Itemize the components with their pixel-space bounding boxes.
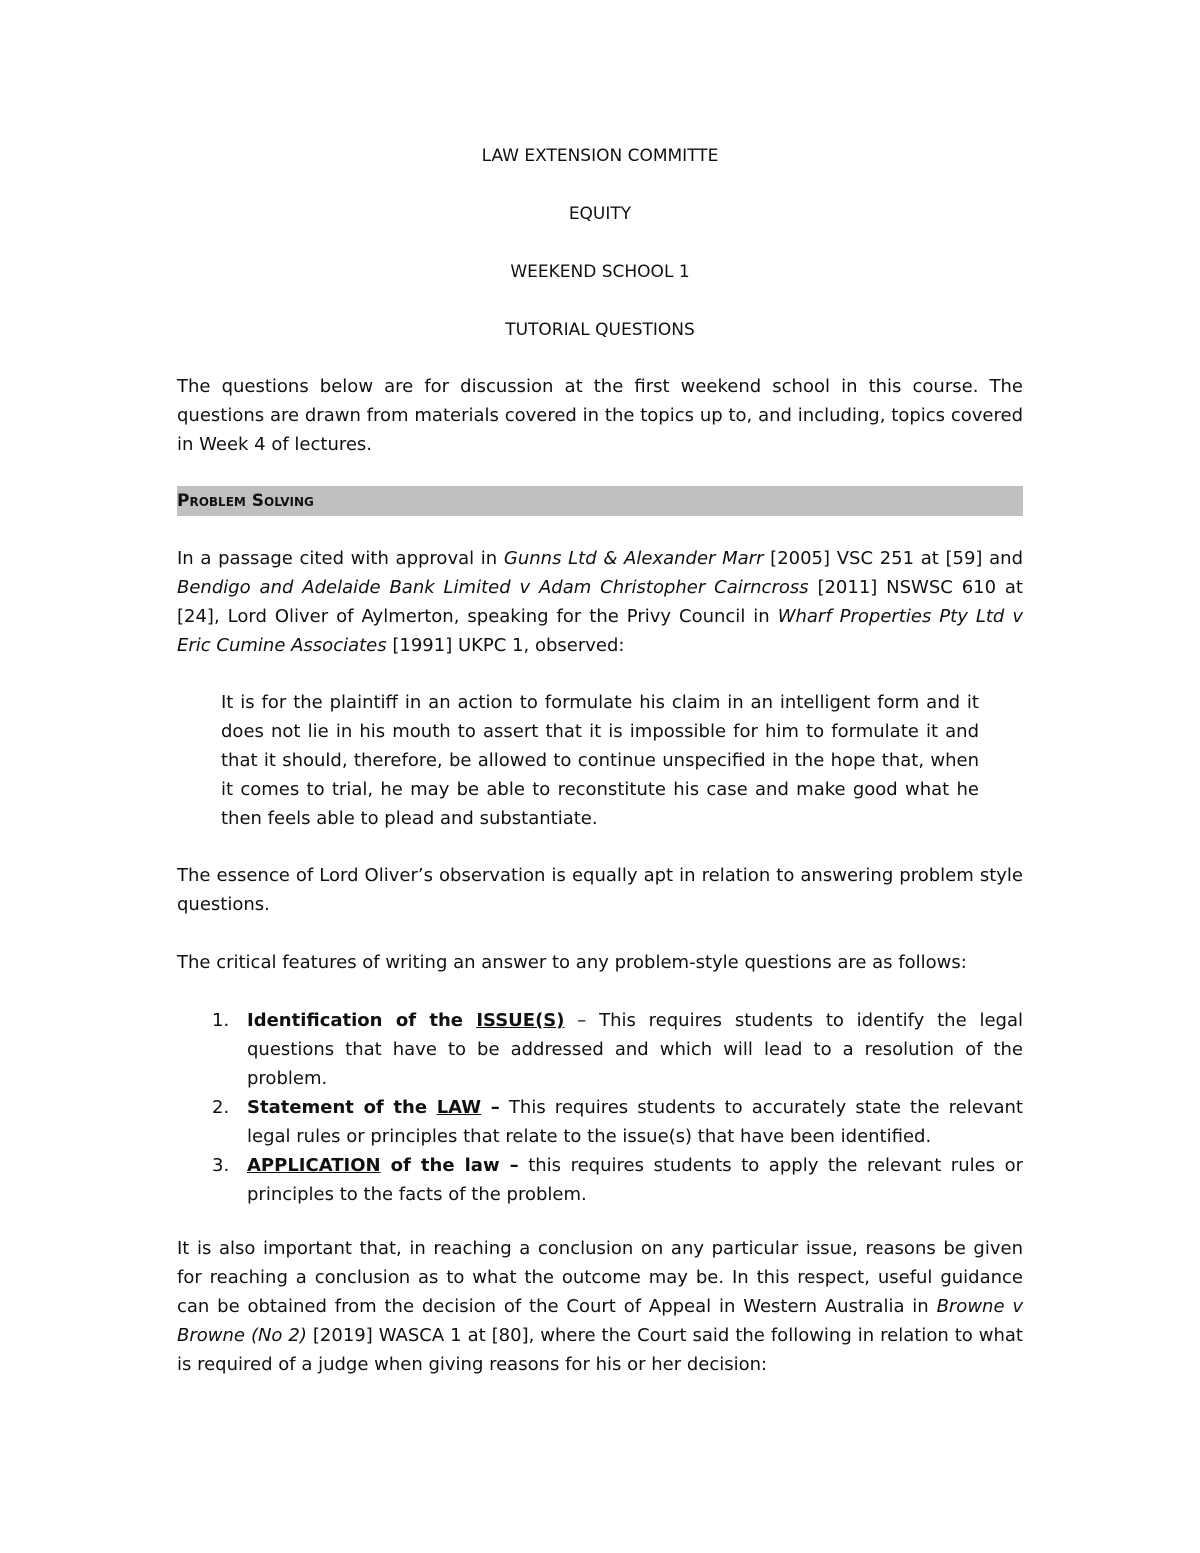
list-item-keyword: ISSUE(S) [476, 1010, 565, 1031]
subject-title: EQUITY [568, 204, 632, 224]
list-item-lead: Identification of the [247, 1010, 477, 1031]
block-quote: It is for the plaintiff in an action to formulate his claim in an intelligent form and it does not lie in his mouth to assert that it is impossible for him to formulate it and that it should, therefore, be allowed to continue unspecified in the hope that, when it comes to trial, he may be able to reconstitute his case and make good what he then feels able to plead and substantiate. [221, 692, 979, 829]
critical-features-intro: The critical features of writing an answer to any problem-style questions are as follows: [177, 952, 967, 973]
critical-features-list [177, 1006, 1023, 1209]
committee-title: LAW EXTENSION COMMITTE [481, 146, 719, 166]
passage-text: [2005] VSC 251 at [59] and [763, 548, 1023, 569]
section-heading: Problem Solving [177, 491, 314, 511]
closing-text: [2019] WASCA 1 at [80], where the Court said the following in relation to what is required of a judge when giving reasons for his or her decision: [177, 1325, 1023, 1375]
intro-paragraph: The questions below are for discussion at the first weekend school in this course. The questions are drawn from materials covered in the topics up to, and including, topics covered in Week 4 of lectures. [177, 376, 1023, 455]
list-number: 3. [212, 1155, 230, 1176]
essence-paragraph: The essence of Lord Oliver’s observation is equally apt in relation to answering problem style questions. [177, 865, 1023, 915]
passage-text: [2011] NSWSC 610 at [24], Lord Oliver of Aylmerton, speaking for the Privy Council in [177, 577, 1023, 627]
list-item-lead: of the law – [380, 1155, 519, 1176]
section-heading-bar [177, 486, 1023, 516]
list-number: 1. [212, 1010, 230, 1031]
list-item [177, 1093, 1023, 1151]
passage-text: [1991] UKPC 1, observed: [386, 635, 625, 656]
passage-paragraph [177, 544, 1023, 660]
document-type-title: TUTORIAL QUESTIONS [505, 320, 695, 340]
list-item-keyword: LAW [436, 1097, 482, 1118]
list-item [177, 1006, 1023, 1093]
list-item-text: This requires students to accurately state the relevant legal rules or principles that relate to the issue(s) that have been identified. [247, 1097, 1023, 1147]
case-citation: Wharf Properties Pty Ltd v Eric Cumine Associates [177, 606, 1023, 656]
closing-paragraph [177, 1234, 1023, 1379]
case-citation: Bendigo and Adelaide Bank Limited v Adam Christopher Cairncross [177, 577, 809, 598]
list-item [177, 1151, 1023, 1209]
closing-text: It is also important that, in reaching a conclusion on any particular issue, reasons be given for reaching a conclusion as to what the outcome may be. In this respect, useful guidance can be obtained from the decision of the Court of Appeal in Western Australia in [177, 1238, 1023, 1317]
list-item-keyword: APPLICATION [247, 1155, 381, 1176]
session-title: WEEKEND SCHOOL 1 [510, 262, 690, 282]
list-item-lead: Statement of the [247, 1097, 437, 1118]
list-number: 2. [212, 1097, 230, 1118]
case-citation: Gunns Ltd & Alexander Marr [503, 548, 764, 569]
passage-text: In a passage cited with approval in [177, 548, 504, 569]
list-item-text: this requires students to apply the relevant rules or principles to the facts of the problem. [247, 1155, 1023, 1205]
list-item-text: – This requires students to identify the legal questions that have to be addressed and which will lead to a resolution of the problem. [247, 1010, 1023, 1089]
list-item-lead: – [481, 1097, 500, 1118]
case-citation: Browne v Browne (No 2) [177, 1296, 1024, 1346]
